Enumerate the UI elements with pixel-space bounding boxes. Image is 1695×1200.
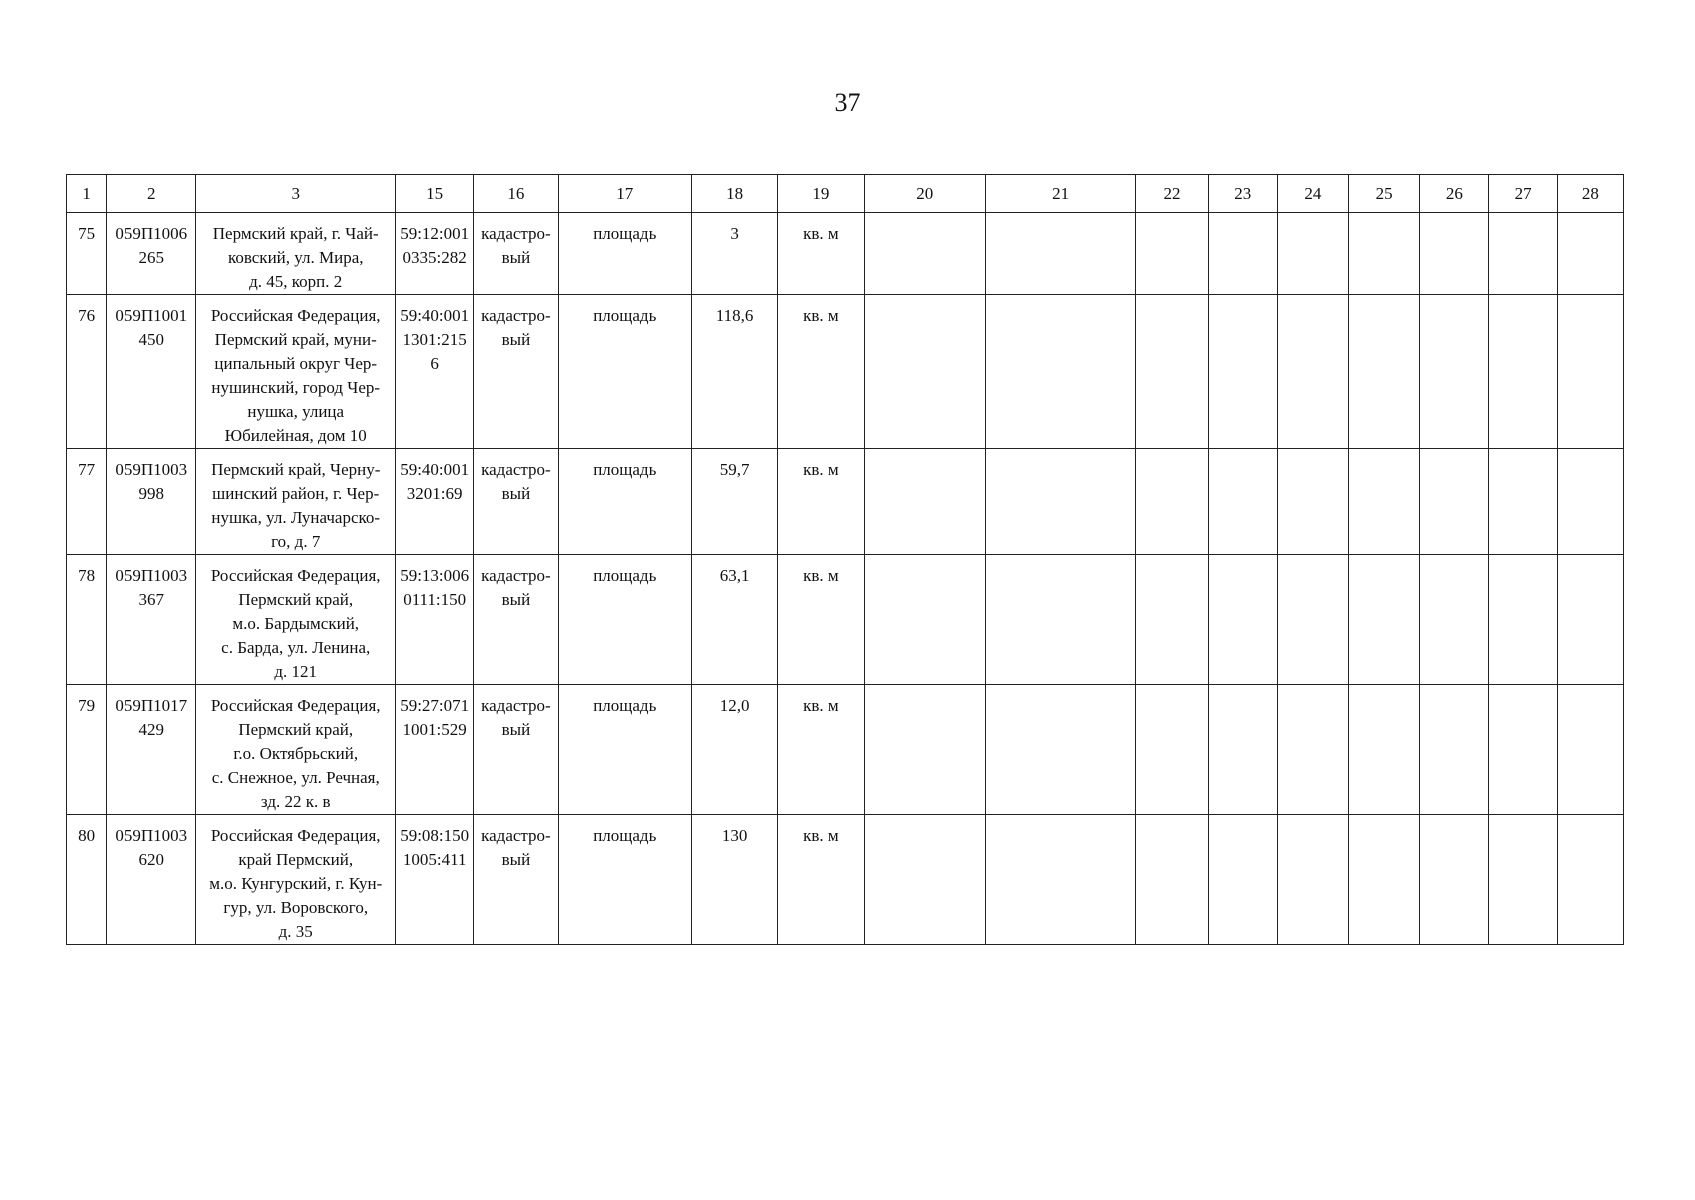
cadastral-number-cell-line: 59:40:001 [400,306,470,325]
cadastral-number-cell-line: 59:13:006 [400,566,470,585]
value-cell: 118,6 [691,295,777,449]
empty-cell-col-25 [1349,815,1420,945]
empty-cell-col-21 [985,213,1135,295]
empty-cell-col-22 [1136,555,1208,685]
empty-cell-col-24 [1277,815,1348,945]
object-code-cell-line: 620 [138,850,165,869]
column-header-26: 26 [1420,175,1489,213]
column-header-25: 25 [1349,175,1420,213]
address-cell-line: Пермский край, [238,720,354,739]
address-cell-line: шинский район, г. Чер- [212,484,380,503]
address-cell-line: ковский, ул. Мира, [227,248,364,267]
empty-cell-col-21 [985,685,1135,815]
empty-cell-col-25 [1349,685,1420,815]
table-row [67,685,1624,815]
object-code-cell-line: 367 [138,590,165,609]
row-number-cell: 77 [67,449,107,555]
number-type-cell-line: кадастро- [481,460,551,479]
address-cell [196,555,396,685]
object-code-cell [107,213,196,295]
object-code-cell-line: 265 [138,248,165,267]
number-type-cell [474,555,558,685]
column-header-19: 19 [778,175,864,213]
empty-cell-col-27 [1489,815,1557,945]
address-cell-line: Пермский край, муни- [214,330,377,349]
cadastral-number-cell-line: 59:27:071 [400,696,470,715]
object-code-cell-line: 998 [138,484,165,503]
cadastral-number-cell-line: 1001:529 [402,720,467,739]
table-row [67,555,1624,685]
cadastral-number-cell-line: 59:08:150 [400,826,470,845]
empty-cell-col-21 [985,295,1135,449]
empty-cell-col-22 [1136,815,1208,945]
empty-cell-col-20 [864,685,985,815]
empty-cell-col-26 [1420,213,1489,295]
empty-cell-col-22 [1136,449,1208,555]
value-cell: 12,0 [691,685,777,815]
address-cell [196,449,396,555]
column-header-1: 1 [67,175,107,213]
parameter-cell: площадь [558,295,691,449]
address-cell [196,213,396,295]
address-cell-line: с. Барда, ул. Ленина, [221,638,371,657]
column-header-23: 23 [1208,175,1277,213]
object-code-cell [107,295,196,449]
empty-cell-col-22 [1136,295,1208,449]
header-row [67,175,1624,213]
column-header-24: 24 [1277,175,1348,213]
registry-table [66,174,1624,945]
empty-cell-col-26 [1420,685,1489,815]
number-type-cell-line: вый [501,850,531,869]
column-header-3: 3 [196,175,396,213]
address-cell-line: Российская Федерация, [210,306,381,325]
empty-cell-col-26 [1420,449,1489,555]
object-code-cell-line: 059П1006 [115,224,188,243]
empty-cell-col-27 [1489,213,1557,295]
object-code-cell-line: 059П1003 [115,460,188,479]
number-type-cell-line: вый [501,248,531,267]
cadastral-number-cell [396,295,474,449]
empty-cell-col-27 [1489,295,1557,449]
address-cell-line: Пермский край, г. Чай- [212,224,379,243]
column-header-15: 15 [396,175,474,213]
address-cell-line: д. 35 [278,922,313,941]
empty-cell-col-20 [864,815,985,945]
empty-cell-col-28 [1557,295,1623,449]
address-cell-line: г.о. Октябрьский, [233,744,359,763]
number-type-cell-line: вый [501,484,531,503]
empty-cell-col-28 [1557,213,1623,295]
column-header-17: 17 [558,175,691,213]
empty-cell-col-28 [1557,449,1623,555]
number-type-cell [474,295,558,449]
table-row [67,213,1624,295]
empty-cell-col-20 [864,213,985,295]
number-type-cell-line: вый [501,590,531,609]
empty-cell-col-20 [864,295,985,449]
parameter-cell: площадь [558,815,691,945]
column-header-20: 20 [864,175,985,213]
empty-cell-col-25 [1349,449,1420,555]
empty-cell-col-25 [1349,295,1420,449]
cadastral-number-cell [396,449,474,555]
cadastral-number-cell-line: 6 [430,354,439,373]
empty-cell-col-24 [1277,449,1348,555]
empty-cell-col-24 [1277,295,1348,449]
empty-cell-col-21 [985,449,1135,555]
row-number-cell: 76 [67,295,107,449]
address-cell-line: зд. 22 к. в [260,792,331,811]
cadastral-number-cell-line: 59:12:001 [400,224,470,243]
empty-cell-col-27 [1489,449,1557,555]
unit-cell: кв. м [778,295,864,449]
value-cell: 59,7 [691,449,777,555]
empty-cell-col-23 [1208,685,1277,815]
column-header-21: 21 [985,175,1135,213]
object-code-cell-line: 059П1017 [115,696,188,715]
address-cell-line: нушинский, город Чер- [211,378,381,397]
table-body [67,213,1624,945]
address-cell-line: го, д. 7 [271,532,321,551]
empty-cell-col-26 [1420,295,1489,449]
empty-cell-col-20 [864,555,985,685]
parameter-cell: площадь [558,449,691,555]
cadastral-number-cell [396,555,474,685]
empty-cell-col-24 [1277,555,1348,685]
unit-cell: кв. м [778,555,864,685]
table-row [67,295,1624,449]
table-row [67,815,1624,945]
row-number-cell: 79 [67,685,107,815]
empty-cell-col-26 [1420,555,1489,685]
address-cell-line: Юбилейная, дом 10 [224,426,367,445]
address-cell-line: д. 45, корп. 2 [249,272,343,291]
column-header-28: 28 [1557,175,1623,213]
empty-cell-col-21 [985,815,1135,945]
empty-cell-col-21 [985,555,1135,685]
cadastral-number-cell-line: 3201:69 [406,484,463,503]
parameter-cell: площадь [558,213,691,295]
unit-cell: кв. м [778,685,864,815]
number-type-cell-line: кадастро- [481,826,551,845]
address-cell-line: Российская Федерация, [210,566,381,585]
cadastral-number-cell [396,685,474,815]
empty-cell-col-24 [1277,685,1348,815]
cadastral-number-cell-line: 0111:150 [403,590,467,609]
address-cell [196,815,396,945]
object-code-cell-line: 450 [138,330,165,349]
number-type-cell [474,815,558,945]
value-cell: 3 [691,213,777,295]
address-cell-line: м.о. Кунгурский, г. Кун- [209,874,383,893]
address-cell [196,685,396,815]
address-cell-line: край Пермский, [238,850,354,869]
number-type-cell-line: кадастро- [481,306,551,325]
number-type-cell [474,449,558,555]
empty-cell-col-23 [1208,815,1277,945]
object-code-cell-line: 059П1003 [115,566,188,585]
cadastral-number-cell-line: 0335:282 [402,248,467,267]
unit-cell: кв. м [778,213,864,295]
object-code-cell [107,555,196,685]
address-cell-line: д. 121 [274,662,318,681]
address-cell-line: с. Снежное, ул. Речная, [211,768,380,787]
empty-cell-col-22 [1136,213,1208,295]
cadastral-number-cell [396,815,474,945]
empty-cell-col-25 [1349,555,1420,685]
empty-cell-col-28 [1557,685,1623,815]
page-number: 37 [834,88,861,117]
parameter-cell: площадь [558,685,691,815]
row-number-cell: 78 [67,555,107,685]
value-cell: 130 [691,815,777,945]
address-cell [196,295,396,449]
address-cell-line: Пермский край, [238,590,354,609]
number-type-cell-line: вый [501,330,531,349]
number-type-cell-line: кадастро- [481,566,551,585]
empty-cell-col-25 [1349,213,1420,295]
row-number-cell: 75 [67,213,107,295]
cadastral-number-cell-line: 1301:215 [402,330,467,349]
empty-cell-col-23 [1208,555,1277,685]
unit-cell: кв. м [778,449,864,555]
empty-cell-col-23 [1208,295,1277,449]
empty-cell-col-23 [1208,449,1277,555]
unit-cell: кв. м [778,815,864,945]
cadastral-number-cell [396,213,474,295]
address-cell-line: нушка, улица [247,402,345,421]
address-cell-line: Российская Федерация, [210,826,381,845]
empty-cell-col-28 [1557,815,1623,945]
address-cell-line: гур, ул. Воровского, [223,898,369,917]
object-code-cell-line: 059П1001 [115,306,188,325]
row-number-cell: 80 [67,815,107,945]
address-cell-line: ципальный округ Чер- [214,354,378,373]
value-cell: 63,1 [691,555,777,685]
empty-cell-col-20 [864,449,985,555]
object-code-cell-line: 429 [138,720,165,739]
address-cell-line: нушка, ул. Луначарско- [211,508,381,527]
column-header-22: 22 [1136,175,1208,213]
empty-cell-col-27 [1489,555,1557,685]
table-row [67,449,1624,555]
empty-cell-col-24 [1277,213,1348,295]
number-type-cell-line: вый [501,720,531,739]
address-cell-line: м.о. Бардымский, [232,614,360,633]
number-type-cell-line: кадастро- [481,696,551,715]
number-type-cell-line: кадастро- [481,224,551,243]
column-header-2: 2 [107,175,196,213]
object-code-cell [107,449,196,555]
cadastral-number-cell-line: 59:40:001 [400,460,470,479]
empty-cell-col-26 [1420,815,1489,945]
empty-cell-col-27 [1489,685,1557,815]
number-type-cell [474,685,558,815]
number-type-cell [474,213,558,295]
column-header-16: 16 [474,175,558,213]
address-cell-line: Российская Федерация, [210,696,381,715]
column-header-27: 27 [1489,175,1557,213]
object-code-cell-line: 059П1003 [115,826,188,845]
cadastral-number-cell-line: 1005:411 [402,850,467,869]
parameter-cell: площадь [558,555,691,685]
column-header-18: 18 [691,175,777,213]
empty-cell-col-22 [1136,685,1208,815]
address-cell-line: Пермский край, Черну- [211,460,381,479]
object-code-cell [107,685,196,815]
object-code-cell [107,815,196,945]
empty-cell-col-28 [1557,555,1623,685]
empty-cell-col-23 [1208,213,1277,295]
